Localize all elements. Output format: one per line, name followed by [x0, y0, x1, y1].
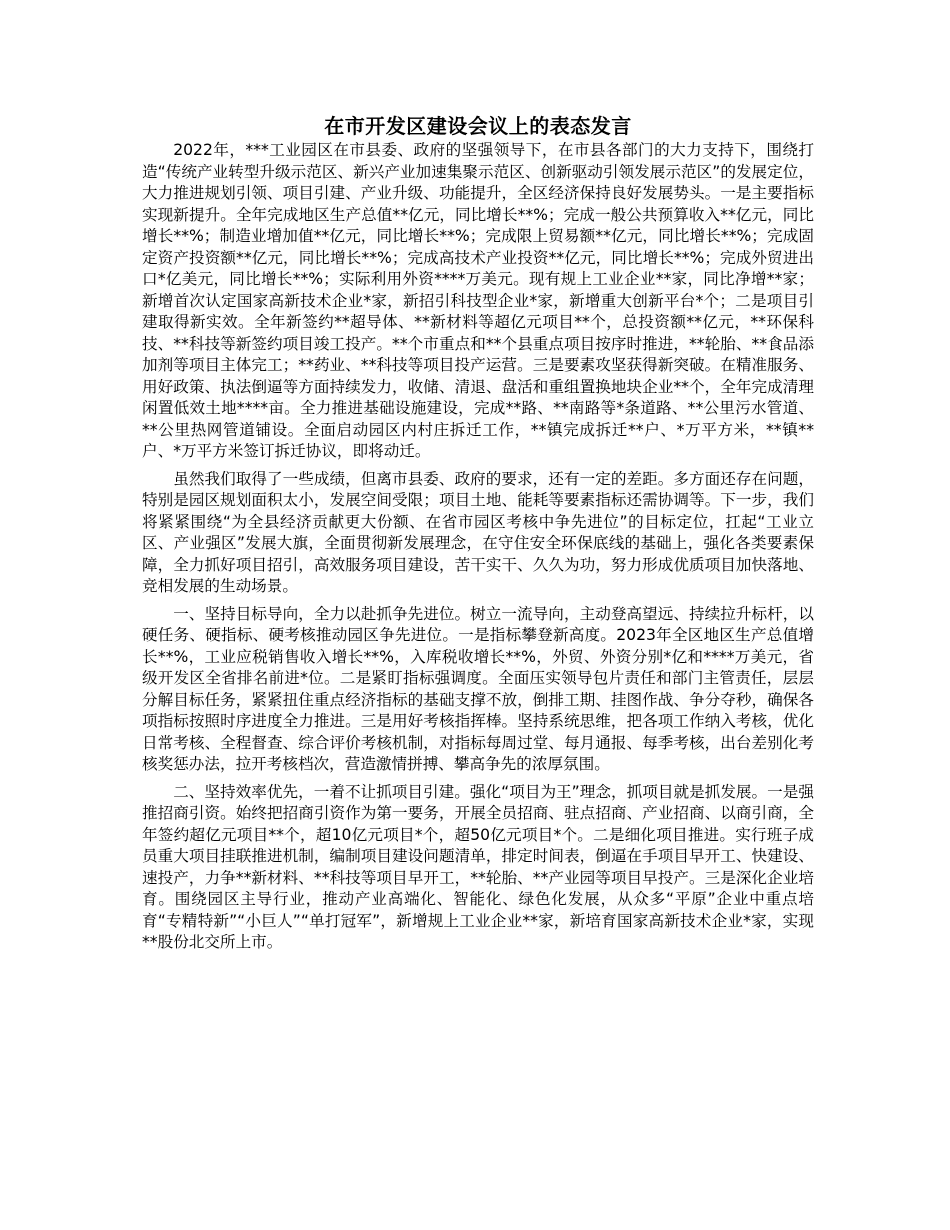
paragraph-gaps-next-steps: 虽然我们取得了一些成绩，但离市县委、政府的要求，还有一定的差距。多方面还存在问题，特别是园区规划面积太小，发展空间受限；项目土地、能耗等要素指标还需协调等。下一步，我们将紧紧围绕“为全县经济贡献更大份额、在省市园区考核中争先进位”的目标定位，扛起“工业立区、产业强区”发展大旗，全面贯彻新发展理念，在守住安全环保底线的基础上，强化各类要素保障，全力抓好项目招引，高效服务项目建设，苦干实干、久久为功，努力形成优质项目加快落地、竞相发展的生动场景。 — [142, 469, 814, 595]
document-title: 在市开发区建设会议上的表态发言 — [324, 114, 632, 138]
paragraph-goal-orientation: 一、坚持目标导向，全力以赴抓争先进位。树立一流导向，主动登高望远、持续拉升标杆，以硬任务、硬指标、硬考核推动园区争先进位。一是指标攀登新高度。2023年全区地区生产总值增长**%，工业应税销售收入增长**%，入库税收增长**%，外贸、外资分别*亿和****万美元，省级开发区全省排名前进*位。二是紧盯指标强调度。全面压实领导包片责任和部门主管责任，层层分解目标任务，紧紧扭住重点经济指标的基础支撑不放，倒排工期、挂图作战、争分夺秒，确保各项指标按照时序进度全力推进。三是用好考核指挥棒。坚持系统思维，把各项工作纳入考核，优化日常考核、全程督查、综合评价考核机制，对指标每周过堂、每月通报、每季考核，出台差别化考核奖惩办法，拉开考核档次，营造激情拼搏、攀高争先的浓厚氛围。 — [142, 604, 814, 773]
paragraph-intro-achievements: 2022年，***工业园区在市县委、政府的坚强领导下，在市县各部门的大力支持下，围绕打造“传统产业转型升级示范区、新兴产业加速集聚示范区、创新驱动引领发展示范区”的发展定位，大力推进规划引领、项目引建、产业升级、功能提升，全区经济保持良好发展势头。一是主要指标实现新提升。全年完成地区生产总值**亿元，同比增长**%；完成一般公共预算收入**亿元，同比增长**%；制造业增加值**亿元，同比增长**%；完成限上贸易额**亿元，同比增长**%；完成固定资产投资额**亿元，同比增长**%；完成高技术产业投资**亿元，同比增长**%；完成外贸进出口*亿美元，同比增长**%；实际利用外资****万美元。现有规上工业企业**家，同比净增**家；新增首次认定国家高新技术企业*家，新招引科技型企业*家，新增重大创新平台*个；二是项目引建取得新实效。全年新签约**超导体、**新材料等超亿元项目**个，总投资额**亿元，**环保科技、**科技等新签约项目竣工投产。**个市重点和**个县重点项目按序时推进，**轮胎、**食品添加剂等项目主体完工；**药业、**科技等项目投产运营。三是要素攻坚获得新突破。在精准服务、用好政策、执法倒逼等方面持续发力，收储、清退、盘活和重组置换地块企业**个，全年完成清理闲置低效土地****亩。全力推进基础设施建设，完成**路、**南路等*条道路、**公里污水管道、**公里热网管道铺设。全面启动园区内村庄拆迁工作，**镇完成拆迁**户、*万平方米，**镇**户、*万平方米签订拆迁协议，即将动迁。 — [142, 141, 814, 460]
paragraph-efficiency-priority: 二、坚持效率优先，一着不让抓项目引建。强化“项目为王”理念，抓项目就是抓发展。一是强推招商引资。始终把招商引资作为第一要务，开展全员招商、驻点招商、产业招商、以商引商，全年签约超亿元项目**个，超10亿元项目*个，超50亿元项目*个。二是细化项目推进。实行班子成员重大项目挂联推进机制，编制项目建设问题清单，排定时间表，倒逼在手项目早开工、快建设、速投产，力争**新材料、**科技等项目早开工，**轮胎、**产业园等项目早投产。三是深化企业培育。围绕园区主导行业，推动产业高端化、智能化、绿色化发展，从众多“平原”企业中重点培育“专精特新”“小巨人”“单打冠军”，新增规上工业企业**家，新培育国家高新技术企业*家，实现**股份北交所上市。 — [142, 782, 814, 951]
document-page — [142, 112, 814, 960]
